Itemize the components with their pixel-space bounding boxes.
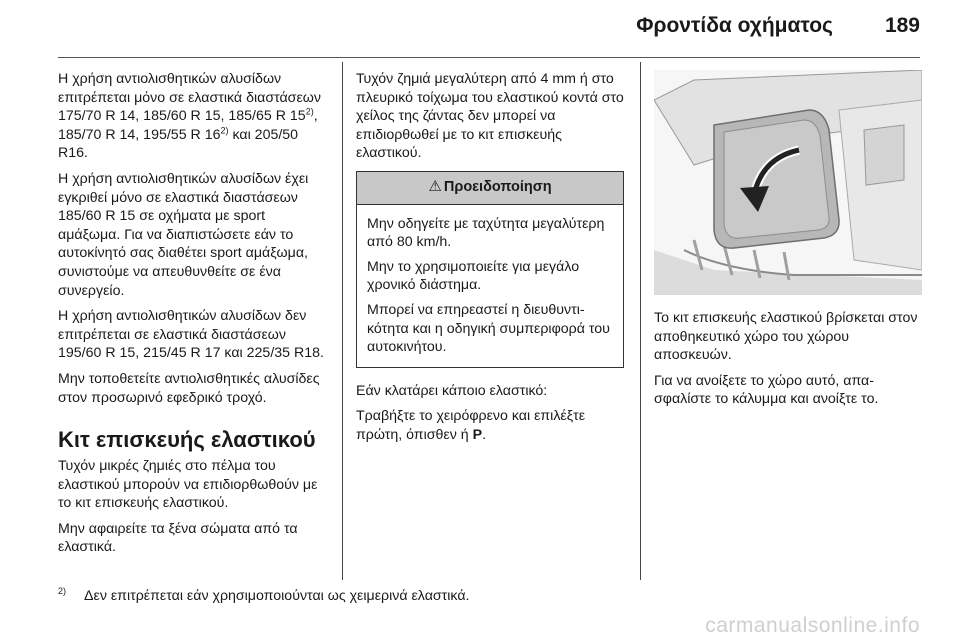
paragraph: Η χρήση αντιολισθητικών αλυσίδων έχει εγκριθεί μόνο σε ελαστικά διαστάσεων 185/60 R 15 σε οχήματα με sport αμάξωμα. Για να διαπιστώσετε εάν το αυτοκίνητό σας διαθέτει sport αμάξωμα, συνιστούμε να απευθυνθείτε σε ένα συνεργείο. bbox=[58, 170, 309, 299]
warning-box bbox=[356, 171, 624, 368]
paragraph: Τυχόν ζημιά μεγαλύτερη από 4 mm ή στο πλευρικό τοίχωμα του ελαστικού κοντά στο χείλος της ζάντας δεν μπορεί να επιδιορθωθεί με το κιτ επισκευής ελαστικού. bbox=[356, 71, 624, 162]
column-divider-1 bbox=[342, 62, 343, 580]
paragraph: Τυχόν μικρές ζημιές στο πέλμα του ελαστικού μπορούν να επιδιορθωθούν με το κιτ επισκευής ελαστικού. bbox=[58, 458, 318, 512]
footnote-marker: 2) bbox=[58, 586, 67, 597]
paragraph: Η χρήση αντιολισθητικών αλυσίδων δεν επιτρέπεται σε ελαστικά διαστάσεων 195/60 R 15, 215/45 R 17 και 225/35 R18. bbox=[58, 308, 324, 362]
paragraph: Τραβήξτε το χειρόφρενο και επιλέξτε πρώτη, όπισθεν ή P. bbox=[356, 408, 586, 443]
column-3 bbox=[654, 70, 922, 416]
paragraph: Μην αφαιρείτε τα ξένα σώματα από τα ελαστικά. bbox=[58, 520, 298, 556]
warning-body bbox=[357, 205, 623, 367]
footnote-ref: 2) bbox=[220, 125, 229, 136]
warning-text: Μην το χρησιμοποιείτε για μεγάλο χρονικό διάστημα. bbox=[367, 258, 580, 294]
warning-text: Μπορεί να επηρεαστεί η διευθυντικότητα και η οδηγική συμπεριφορά του αυτοκινήτου. bbox=[367, 301, 610, 356]
page-header bbox=[636, 14, 920, 38]
footnote-text: Δεν επιτρέπεται εάν χρησιμοποιούνται ως χειμερινά ελαστικά. bbox=[84, 588, 470, 604]
header-divider bbox=[58, 57, 920, 58]
paragraph: Το κιτ επισκευής ελαστικού βρίσκεται στον αποθηκευτικό χώρο του χώρου αποσκευών. bbox=[654, 310, 918, 364]
section-title: Κιτ επισκευής ελαστικού bbox=[58, 427, 316, 453]
watermark: carmanualsonline.info bbox=[705, 614, 920, 637]
paragraph: Μην τοποθετείτε αντιολισθητικές αλυσίδες στον προσωρινό εφεδρικό τροχό. bbox=[58, 370, 320, 406]
column-2 bbox=[356, 70, 624, 452]
column-divider-2 bbox=[640, 62, 641, 580]
footnote bbox=[58, 588, 469, 604]
paragraph: Για να ανοίξετε το χώρο αυτό, απασφαλίστε το κάλυμμα και ανοίξτε το. bbox=[654, 372, 879, 408]
warning-title: ⚠ Προειδοποίηση bbox=[357, 172, 623, 205]
page-title: Φροντίδα οχήματος bbox=[636, 14, 833, 37]
column-1 bbox=[58, 70, 330, 564]
warning-text: Μην οδηγείτε με ταχύτητα μεγαλύτερη από 80 km/h. bbox=[367, 215, 605, 251]
trunk-storage-illustration bbox=[654, 70, 922, 295]
warning-triangle-icon: ⚠ bbox=[428, 177, 442, 195]
footnote-ref: 2) bbox=[305, 106, 314, 117]
trunk-illustration-svg bbox=[654, 70, 922, 295]
page-number: 189 bbox=[884, 14, 920, 37]
paragraph: Η χρήση αντιολισθητικών αλυσίδων επιτρέπεται μόνο σε ελαστικά διαστάσεων 175/70 R 14, 185/60 R 15, 185/65 R 15$^{2)}$, 185/70 R 14, 195/55 R 16$^{2)}$ και 205/50 R16. bbox=[58, 71, 321, 162]
paragraph: Εάν κλατάρει κάποιο ελαστικό: bbox=[356, 382, 548, 399]
